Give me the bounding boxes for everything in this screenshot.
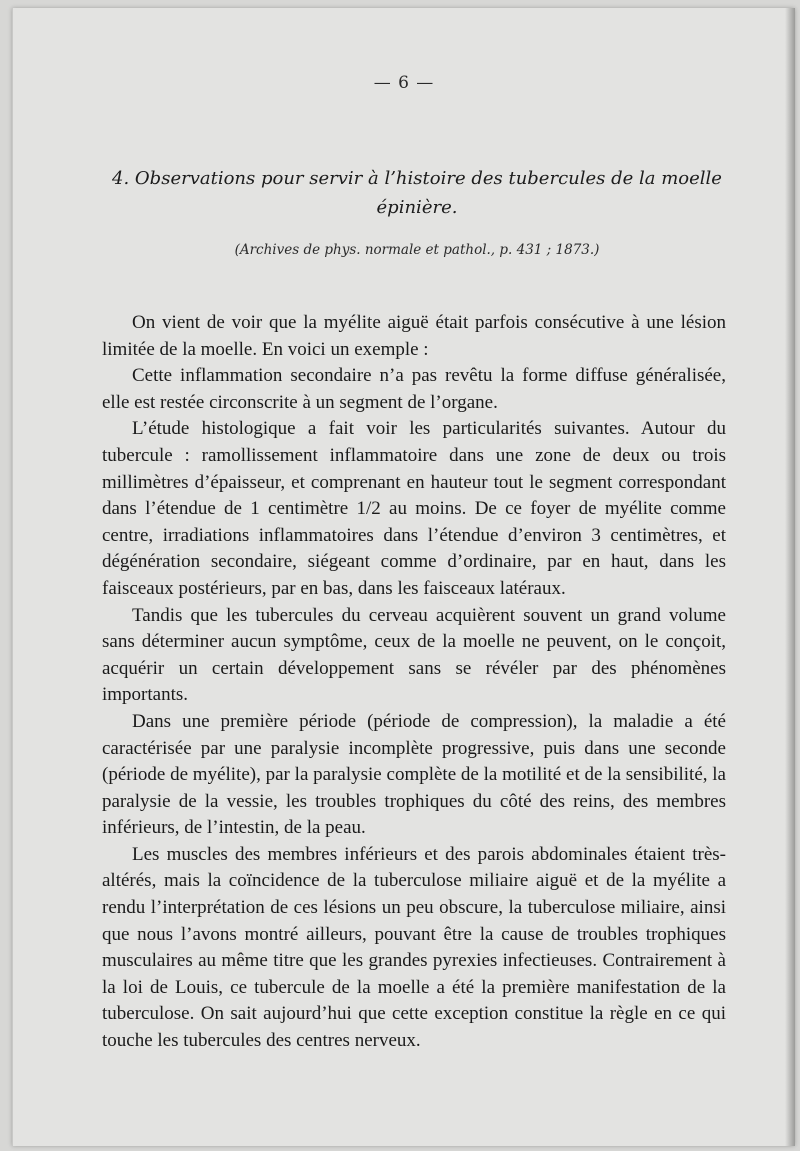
paragraph: Cette inflammation secondaire n’a pas revêtu la forme diffuse généralisée, elle est restée circonscrite à un segment de l’organe. xyxy=(102,365,726,413)
book-page xyxy=(12,8,795,1146)
paragraph: Dans une première période (période de compression), la maladie a été caractérisée par une paralysie incomplète progressive, puis dans une seconde (période de myélite), par la paralysie complète de la motilité et de la sensibilité, la paralysie de la vessie, les troubles trophiques du côté des reins, des membres inférieurs, de l’intestin, de la peau. xyxy=(102,710,726,839)
page-edge-shadow xyxy=(785,8,795,1146)
section-source-citation: (Archives de phys. normale et pathol., p. 431 ; 1873.) xyxy=(234,242,600,258)
paragraph: Les muscles des membres inférieurs et des parois abdominales étaient très-altérés, mais la coïncidence de la tuberculose miliaire aiguë et de la myélite a rendu l’interprétation de ces lésions un peu obscure, la tuberculose miliaire, ainsi que nous l’avons montré ailleurs, pouvant être la cause de troubles trophiques musculaires au même titre que les grandes pyrexies infectieuses. Contrairement à la loi de Louis, ce tubercule de la moelle a été la première manifestation de la tuberculose. On sait aujourd’hui que cette exception constitue la règle en ce qui touche les tubercules des centres nerveux. xyxy=(102,843,726,1052)
page-number: — 6 — xyxy=(373,73,435,93)
paragraph: Tandis que les tubercules du cerveau acquièrent souvent un grand volume sans déterminer aucun symptôme, ceux de la moelle ne peuvent, on le conçoit, acquérir un certain développement sans se révéler par des phénomènes importants. xyxy=(102,604,726,706)
paragraph: L’étude histologique a fait voir les particularités suivantes. Autour du tubercule : ramollissement inflammatoire dans une zone de deux ou trois millimètres d’épaisseur, et comprenant en hauteur tout le segment correspondant dans l’étendue de 1 centimètre 1/2 au moins. De ce foyer de myélite comme centre, irradiations inflammatoires dans l’étendue d’environ 3 centimètres, et dégénération secondaire, siégeant comme d’ordinaire, par en haut, dans les faisceaux postérieurs, par en bas, dans les faisceaux latéraux. xyxy=(102,418,726,599)
section-title: 4. Observations pour servir à l’histoire des tubercules de la moelle épinière. xyxy=(112,168,722,218)
paragraph: On vient de voir que la myélite aiguë était parfois consécutive à une lésion limitée de la moelle. En voici un exemple : xyxy=(102,312,726,360)
body-text xyxy=(102,310,726,1055)
